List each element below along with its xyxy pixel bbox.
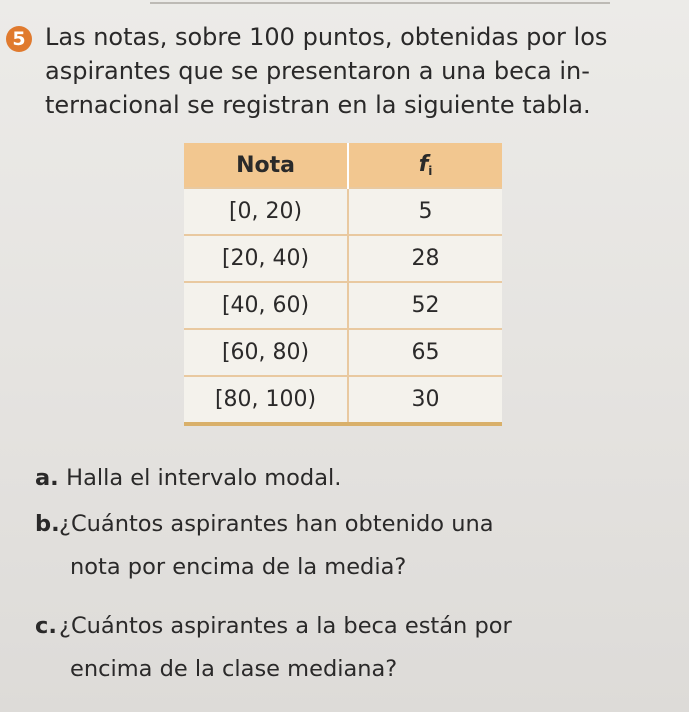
interval-cell: [80, 100) — [184, 376, 348, 422]
problem-statement — [45, 20, 675, 122]
question-text-continued: encima de la clase mediana? — [70, 656, 398, 682]
question-text-continued: nota por encima de la media? — [70, 554, 407, 580]
question-c — [35, 605, 685, 691]
frequency-table — [184, 143, 502, 422]
question-a — [35, 457, 685, 500]
table-row — [184, 282, 502, 329]
header-f-subscript: i — [428, 164, 433, 178]
table-row — [184, 329, 502, 376]
question-letter: b. — [35, 511, 60, 537]
table-row — [184, 188, 502, 235]
question-text: ¿Cuántos aspirantes a la beca están por — [59, 613, 512, 639]
statement-line: aspirantes que se presentaron a una beca in- — [45, 57, 590, 85]
frequency-cell: 5 — [348, 188, 502, 235]
frequency-cell: 65 — [348, 329, 502, 376]
statement-line: Las notas, sobre 100 puntos, obtenidas por los — [45, 23, 608, 51]
statement-line: ternacional se registran en la siguiente tabla. — [45, 91, 591, 119]
question-letter: c. — [35, 613, 57, 639]
question-line — [35, 605, 685, 648]
frequency-cell: 28 — [348, 235, 502, 282]
question-line — [35, 503, 685, 546]
frequency-cell: 52 — [348, 282, 502, 329]
top-divider — [150, 2, 610, 4]
interval-cell: [40, 60) — [184, 282, 348, 329]
header-f-symbol: f — [418, 152, 429, 177]
interval-cell: [20, 40) — [184, 235, 348, 282]
question-text: ¿Cuántos aspirantes han obtenido una — [59, 511, 494, 537]
header-nota: Nota — [184, 143, 348, 188]
table-header-row — [184, 143, 502, 188]
table-row — [184, 376, 502, 422]
interval-cell: [0, 20) — [184, 188, 348, 235]
question-text: Halla el intervalo modal. — [66, 465, 342, 491]
problem-number-badge: 5 — [6, 26, 32, 52]
frequency-table-container — [184, 143, 502, 426]
frequency-cell: 30 — [348, 376, 502, 422]
question-b — [35, 503, 685, 589]
interval-cell: [60, 80) — [184, 329, 348, 376]
question-letter: a. — [35, 465, 59, 491]
header-frequency — [348, 143, 502, 188]
table-row — [184, 235, 502, 282]
